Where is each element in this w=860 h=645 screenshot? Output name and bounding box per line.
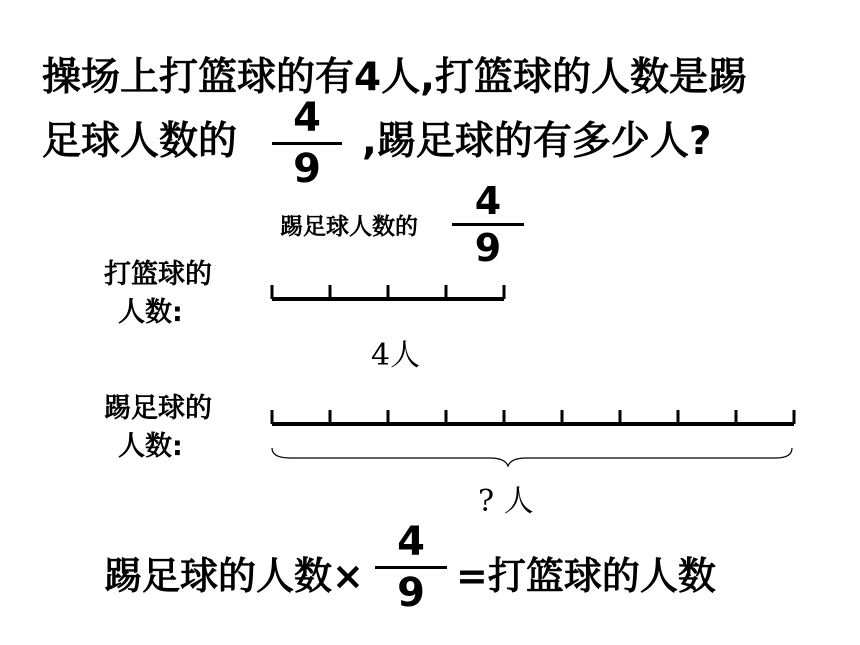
hint-fraction-denominator: 9: [474, 226, 502, 270]
question-fraction-denominator: 9: [293, 146, 321, 192]
equation-left: 踢足球的人数×: [104, 554, 364, 598]
basketball-label-line-2: 人数:: [118, 297, 183, 328]
equation-fraction-denominator: 9: [397, 570, 425, 616]
football-label-line-1: 踢足球的: [104, 393, 212, 424]
basketball-value: 4人: [371, 338, 421, 373]
football-value: ? 人: [478, 484, 534, 519]
basketball-label-line-1: 打篮球的: [104, 259, 212, 290]
equation-fraction-bar: [375, 566, 447, 569]
hint-text: 踢足球人数的: [280, 214, 418, 240]
question-line-1: 操场上打篮球的有4人,打篮球的人数是踢: [42, 55, 747, 100]
question-line-2-end: ,踢足球的有多少人?: [362, 119, 712, 164]
question-fraction-numerator: 4: [293, 95, 321, 141]
equation-fraction: [375, 519, 447, 616]
football-label-line-2: 人数:: [118, 431, 183, 462]
equation-fraction-numerator: 4: [397, 519, 425, 565]
equation-right: =打篮球的人数: [456, 554, 716, 598]
question-line-2-start: 足球人数的: [42, 119, 238, 164]
hint-fraction-numerator: 4: [474, 179, 502, 223]
football-brace: [272, 448, 792, 466]
